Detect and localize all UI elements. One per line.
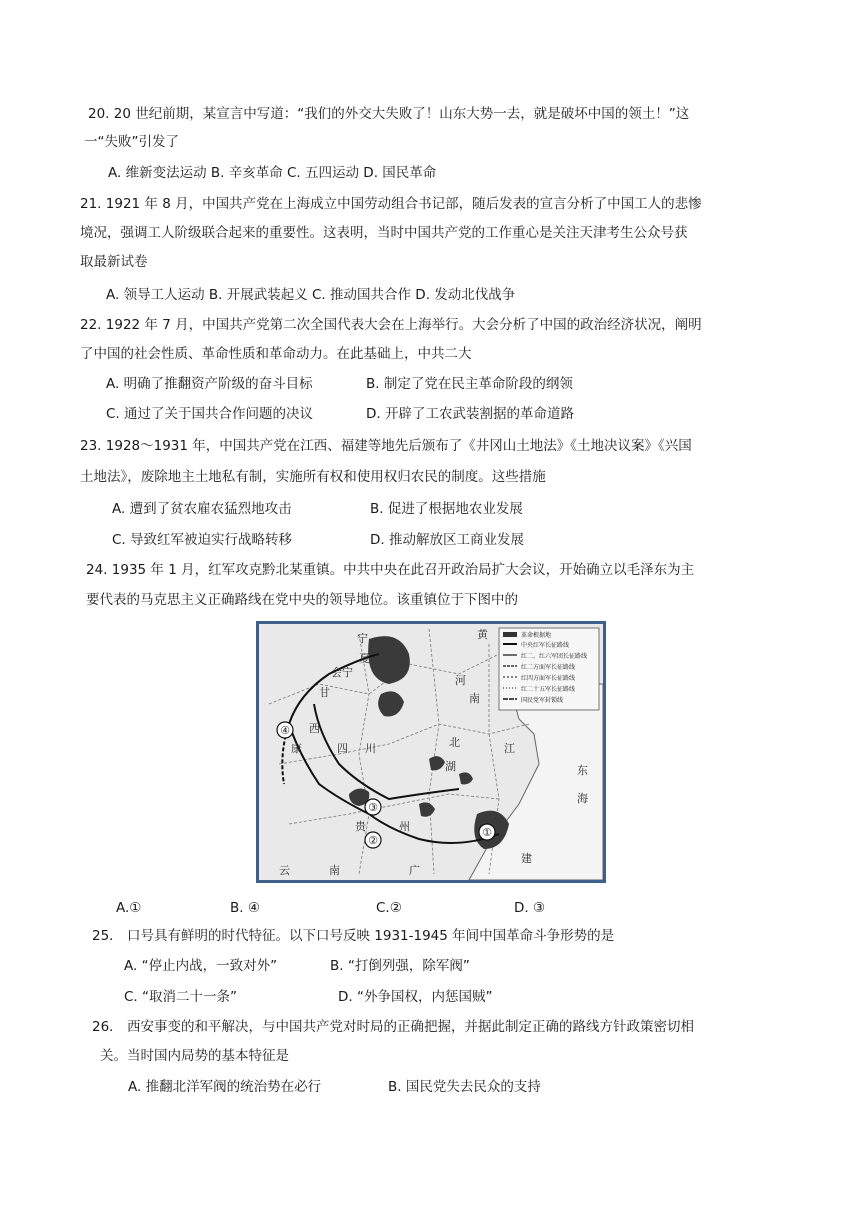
q25-option-d: D. “外争国权，内惩国贼” [338, 989, 493, 1005]
label-he: 河 [455, 674, 466, 687]
label-gui: 贵 [355, 820, 366, 833]
legend-label-2: 中央红军长征路线 [521, 642, 570, 649]
label-si: 四 [337, 742, 348, 755]
long-march-map [256, 621, 606, 883]
q24-option-d: D. ③ [514, 900, 546, 916]
q23-option-d: D. 推动解放区工商业发展 [370, 532, 524, 548]
q23-option-a: A. 遭到了贫农雇农猛烈地攻击 [112, 501, 292, 517]
q25-option-a: A. “停止内战，一致对外” [124, 958, 278, 974]
q25-stem-line1: 25． 口号具有鲜明的时代特征。以下口号反映 1931-1945 年间中国革命斗争形势的是 [92, 928, 615, 944]
q24-stem-line1: 24. 1935 年 1 月，红军攻克黔北某重镇。中共中央在此召开政治局扩大会议，开始确立以毛泽东为主 [86, 562, 695, 578]
label-yun: 云 [279, 864, 290, 877]
q25-option-b: B. “打倒列强，除军阀” [330, 958, 470, 974]
q20-stem-line1: 20. 20 世纪前期，某宣言中写道：“我们的外交大失败了！山东大势一去，就是破坏中国的领土！”这 [88, 106, 690, 122]
q22-stem-line2: 了中国的社会性质、革命性质和革命动力。在此基础上，中共二大 [80, 346, 472, 362]
label-hai: 海 [577, 792, 588, 805]
label-guang: 广 [409, 864, 420, 877]
q22-option-d: D. 开辟了工农武装割据的革命道路 [366, 406, 574, 422]
label-jiang: 江 [504, 742, 515, 755]
q23-stem-line1: 23. 1928～1931 年，中国共产党在江西、福建等地先后颁布了《井冈山土地法》《土地决议案》《兴国 [80, 438, 692, 454]
label-kang: 康 [291, 742, 302, 755]
legend-label-6: 红二十五军长征路线 [521, 686, 576, 693]
q22-stem-line1: 22. 1922 年 7 月，中国共产党第二次全国代表大会在上海举行。大会分析了中国的政治经济状况，阐明 [80, 317, 702, 333]
q21-stem-line2: 境况，强调工人阶级联合起来的重要性。这表明，当时中国共产党的工作重心是关注天津考生公众号获 [80, 225, 688, 241]
q24-option-b: B. ④ [230, 900, 260, 916]
label-nan: 南 [469, 692, 480, 705]
q26-stem-line2: 关。当时国内局势的基本特征是 [100, 1048, 289, 1064]
q26-option-a: A. 推翻北洋军阀的统治势在必行 [128, 1079, 322, 1095]
marker-4: ④ [280, 724, 290, 737]
label-nan2: 南 [329, 864, 340, 877]
q21-options: A. 领导工人运动 B. 开展武装起义 C. 推动国共合作 D. 发动北伐战争 [106, 287, 516, 303]
map-markers [277, 722, 495, 848]
legend-label-3: 红二、红六军团长征路线 [521, 653, 588, 660]
q26-stem-line1: 26． 西安事变的和平解决，与中国共产党对时局的正确把握，并据此制定正确的路线方针政策密切相 [92, 1019, 694, 1035]
label-dong: 东 [577, 764, 588, 777]
label-chuan: 川 [365, 742, 376, 755]
sea-area [469, 684, 603, 880]
q20-stem-line2: 一“失败”引发了 [84, 134, 179, 150]
label-zhou: 州 [399, 820, 410, 833]
q22-option-a: A. 明确了推翻资产阶级的奋斗目标 [106, 376, 313, 392]
label-huining: 会宁 [331, 666, 353, 679]
legend-label-4: 红二方面军长征路线 [521, 664, 576, 671]
q21-stem-line1: 21. 1921 年 8 月，中国共产党在上海成立中国劳动组合书记部，随后发表的宣言分析了中国工人的悲惨 [80, 196, 702, 212]
label-xi: 西 [309, 722, 320, 735]
q23-option-b: B. 促进了根据地农业发展 [370, 501, 523, 517]
legend-label-5: 红四方面军长征路线 [521, 675, 576, 682]
q22-option-c: C. 通过了关于国共合作问题的决议 [106, 406, 314, 422]
marker-2: ② [368, 834, 378, 847]
q22-option-b: B. 制定了党在民主革命阶段的纲领 [366, 376, 573, 392]
label-jian: 建 [521, 852, 532, 865]
q24-stem-line2: 要代表的马克思主义正确路线在党中央的领导地位。该重镇位于下图中的 [86, 592, 518, 608]
q20-options: A. 维新变法运动 B. 辛亥革命 C. 五四运动 D. 国民革命 [108, 165, 437, 181]
q25-option-c: C. “取消二十一条” [124, 989, 237, 1005]
label-huang: 黄 [477, 628, 488, 641]
q26-option-b: B. 国民党失去民众的支持 [388, 1079, 541, 1095]
label-xia: 夏 [359, 652, 370, 665]
label-bei: 北 [449, 736, 460, 749]
legend-label-1: 革命根据地 [521, 632, 552, 639]
label-ning: 宁 [357, 632, 368, 645]
label-gan: 甘 [319, 686, 330, 699]
label-hu: 湖 [445, 760, 456, 773]
marker-3: ③ [368, 801, 378, 814]
q24-option-c: C.② [376, 900, 402, 916]
q24-option-a: A.① [116, 900, 142, 916]
q23-stem-line2: 土地法》，废除地主土地私有制，实施所有权和使用权归农民的制度。这些措施 [80, 469, 546, 485]
marker-1: ① [482, 826, 492, 839]
legend-label-7: 国民党军封锁线 [521, 697, 564, 704]
q21-stem-line3: 取最新试卷 [80, 254, 148, 270]
map-canvas [259, 624, 603, 880]
q23-option-c: C. 导致红军被迫实行战略转移 [112, 532, 293, 548]
